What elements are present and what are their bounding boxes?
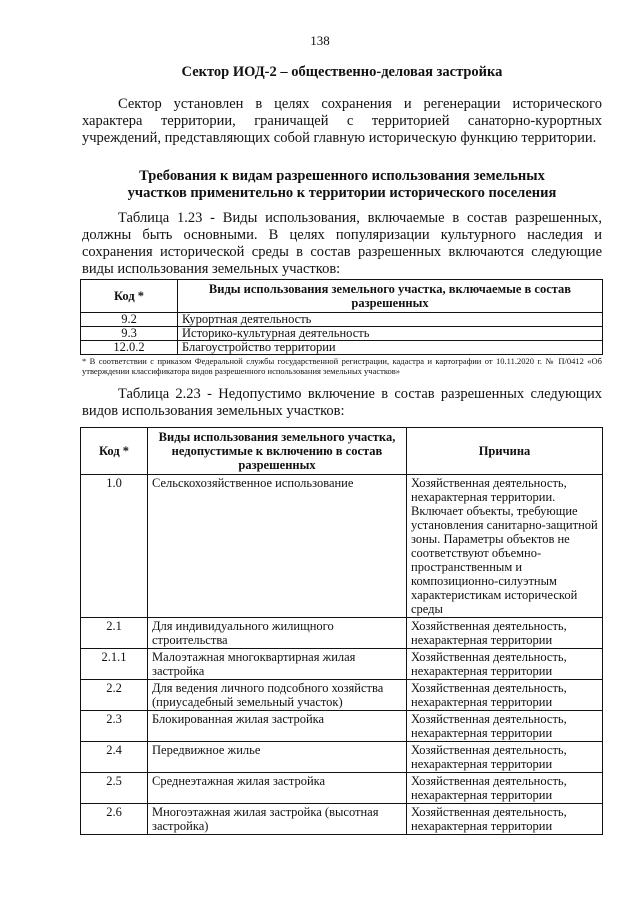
table-row [81, 773, 603, 804]
intro-paragraph: Сектор установлен в целях сохранения и регенерации исторического характера территории, граничащей с территорией санаторно-курортных учреждений, представляющих собой главную историческую функцию территории. [82, 96, 602, 146]
use-cell: Среднеэтажная жилая застройка [148, 773, 407, 804]
reason-cell: Хозяйственная деятельность, нехарактерная территории [407, 649, 603, 680]
table-row [81, 327, 603, 341]
table-header-row [81, 428, 603, 475]
requirements-heading [82, 168, 602, 202]
code-cell: 12.0.2 [81, 341, 178, 355]
page-number: 138 [310, 33, 330, 48]
table2-intro: Таблица 2.23 - Недопустимо включение в состав разрешенных следующих видов использования земельных участков: [82, 386, 602, 419]
table-row [81, 475, 603, 618]
code-cell: 2.3 [81, 711, 148, 742]
use-cell: Благоустройство территории [178, 341, 603, 355]
reason-cell: Хозяйственная деятельность, нехарактерная территории [407, 711, 603, 742]
use-header: Виды использования земельного участка, включаемые в состав разрешенных [178, 280, 603, 313]
use-cell: Блокированная жилая застройка [148, 711, 407, 742]
table-row [81, 618, 603, 649]
code-cell: 2.5 [81, 773, 148, 804]
use-cell: Историко-культурная деятельность [178, 327, 603, 341]
requirements-heading-line1: Требования к видам разрешенного использования земельных [139, 168, 545, 184]
table-header-row [81, 280, 603, 313]
table-row [81, 649, 603, 680]
table-row [81, 680, 603, 711]
table1-intro: Таблица 1.23 - Виды использования, включаемые в состав разрешенных, должны быть основными. В целях популяризации культурного наследия и сохранения исторической среды в состав разрешенных включаются следующие виды использования земельных участков: [82, 210, 602, 277]
reason-cell: Хозяйственная деятельность, нехарактерная территории [407, 680, 603, 711]
use-cell: Многоэтажная жилая застройка (высотная застройка) [148, 804, 407, 835]
code-cell: 2.1.1 [81, 649, 148, 680]
code-cell: 1.0 [81, 475, 148, 618]
use-cell: Курортная деятельность [178, 313, 603, 327]
reason-cell: Хозяйственная деятельность, нехарактерная территории [407, 618, 603, 649]
code-cell: 2.2 [81, 680, 148, 711]
table-row [81, 711, 603, 742]
code-cell: 2.1 [81, 618, 148, 649]
reason-cell: Хозяйственная деятельность, нехарактерная территории [407, 773, 603, 804]
code-header: Код * [81, 280, 178, 313]
use-cell: Малоэтажная многоквартирная жилая застройка [148, 649, 407, 680]
code-cell: 2.4 [81, 742, 148, 773]
table-row [81, 313, 603, 327]
section-title: Сектор ИОД-2 – общественно-деловая застройка [181, 64, 503, 80]
reason-cell: Хозяйственная деятельность, нехарактерная территории [407, 742, 603, 773]
use-cell: Для индивидуального жилищного строительства [148, 618, 407, 649]
code-cell: 2.6 [81, 804, 148, 835]
table-row [81, 341, 603, 355]
code-cell: 9.3 [81, 327, 178, 341]
footnote: * В соответствии с приказом Федеральной службы государственной регистрации, кадастра и картографии от 10.11.2020 г. № П/0412 «Об утверждении классификатора видов разрешенного использования земельных участков» [82, 356, 602, 376]
reason-cell: Хозяйственная деятельность, нехарактерная территории. Включает объекты, требующие установления санитарно-защитной зоны. Параметры объектов не соответствуют объемно-пространственным и композиционно-силуэтным характеристикам исторической среды [407, 475, 603, 618]
use-cell: Сельскохозяйственное использование [148, 475, 407, 618]
reason-cell: Хозяйственная деятельность, нехарактерная территории [407, 804, 603, 835]
code-header: Код * [81, 428, 148, 475]
table-row [81, 804, 603, 835]
requirements-heading-line2: участков применительно к территории исторического поселения [127, 185, 557, 201]
use-header: Виды использования земельного участка, недопустимые к включению в состав разрешенных [148, 428, 407, 475]
allowed-uses-table [80, 279, 603, 355]
use-cell: Для ведения личного подсобного хозяйства (приусадебный земельный участок) [148, 680, 407, 711]
code-cell: 9.2 [81, 313, 178, 327]
prohibited-uses-table [80, 427, 603, 835]
reason-header: Причина [407, 428, 603, 475]
table-row [81, 742, 603, 773]
use-cell: Передвижное жилье [148, 742, 407, 773]
